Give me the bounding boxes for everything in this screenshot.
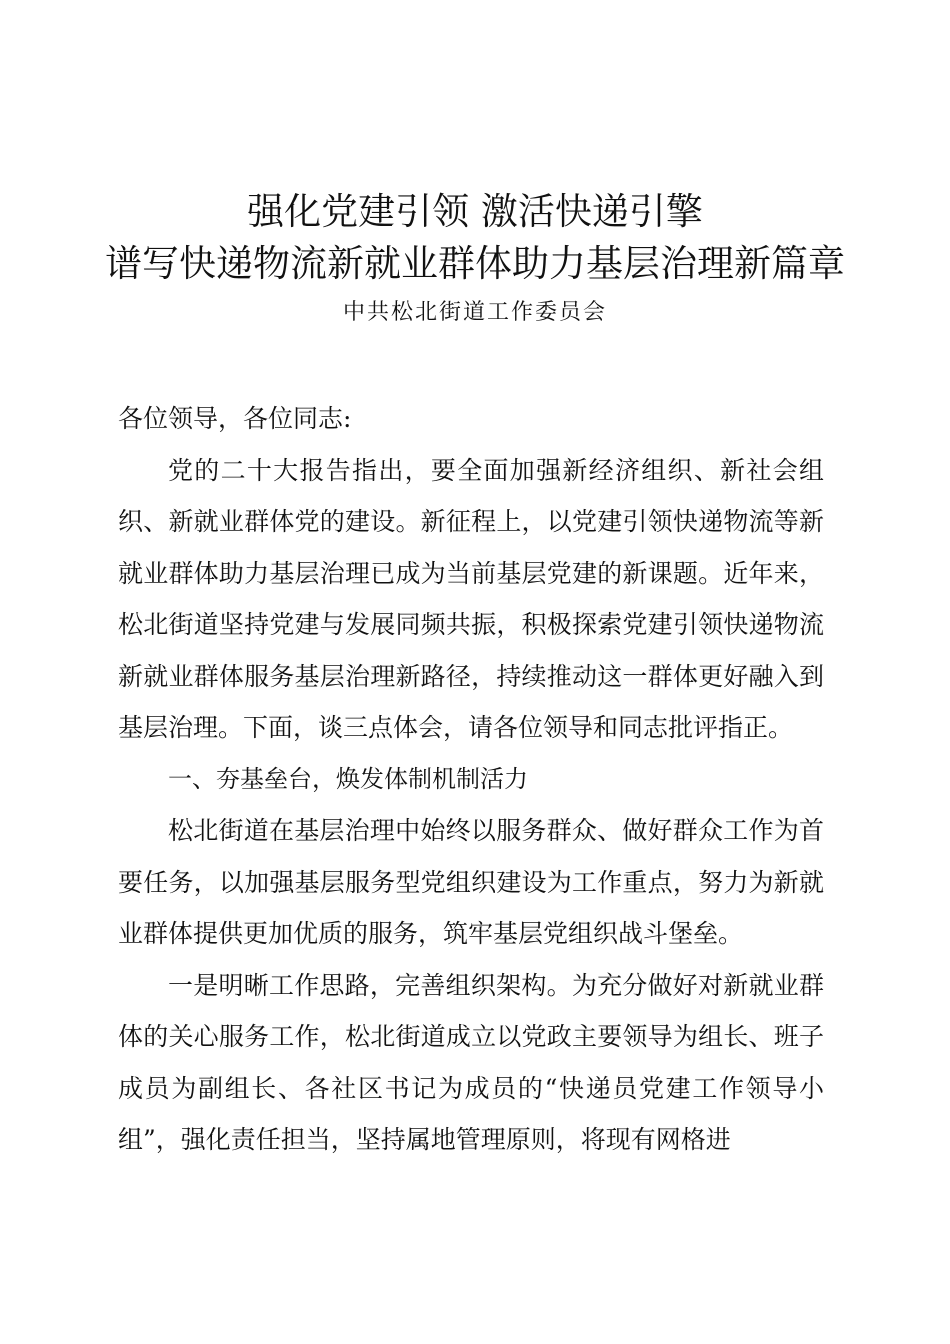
paragraph-section-1-point-1: 一是明晰工作思路，完善组织架构。为充分做好对新就业群体的关心服务工作，松北街道成立以党政主要领导为组长、班子成员为副组长、各社区书记为成员的“快递员党建工作领导小组”，强化责任担当，坚持属地管理原则，将现有网格进 [118, 970, 824, 1154]
salutation: 各位领导，各位同志: [118, 404, 352, 433]
paragraph-intro: 党的二十大报告指出，要全面加强新经济组织、新社会组织、新就业群体党的建设。新征程上，以党建引领快递物流等新就业群体助力基层治理已成为当前基层党建的新课题。近年来，松北街道坚持党建与发展同频共振，积极探索党建引领快递物流新就业群体服务基层治理新路径，持续推动这一群体更好融入到基层治理。下面，谈三点体会，请各位领导和同志批评指正。 [118, 455, 824, 742]
document-title-line-2: 谱写快递物流新就业群体助力基层治理新篇章 [105, 242, 845, 285]
document-title-line-1: 强化党建引领 激活快递引擎 [247, 190, 703, 233]
document-author: 中共松北街道工作委员会 [342, 300, 607, 325]
paragraph-section-1-intro: 松北街道在基层治理中始终以服务群众、做好群众工作为首要任务，以加强基层服务型党组织建设为工作重点，努力为新就业群体提供更加优质的服务，筑牢基层党组织战斗堡垒。 [118, 816, 824, 948]
document-body [118, 393, 824, 1166]
section-heading-1: 一、夯基垒台，焕发体制机制活力 [168, 764, 528, 793]
